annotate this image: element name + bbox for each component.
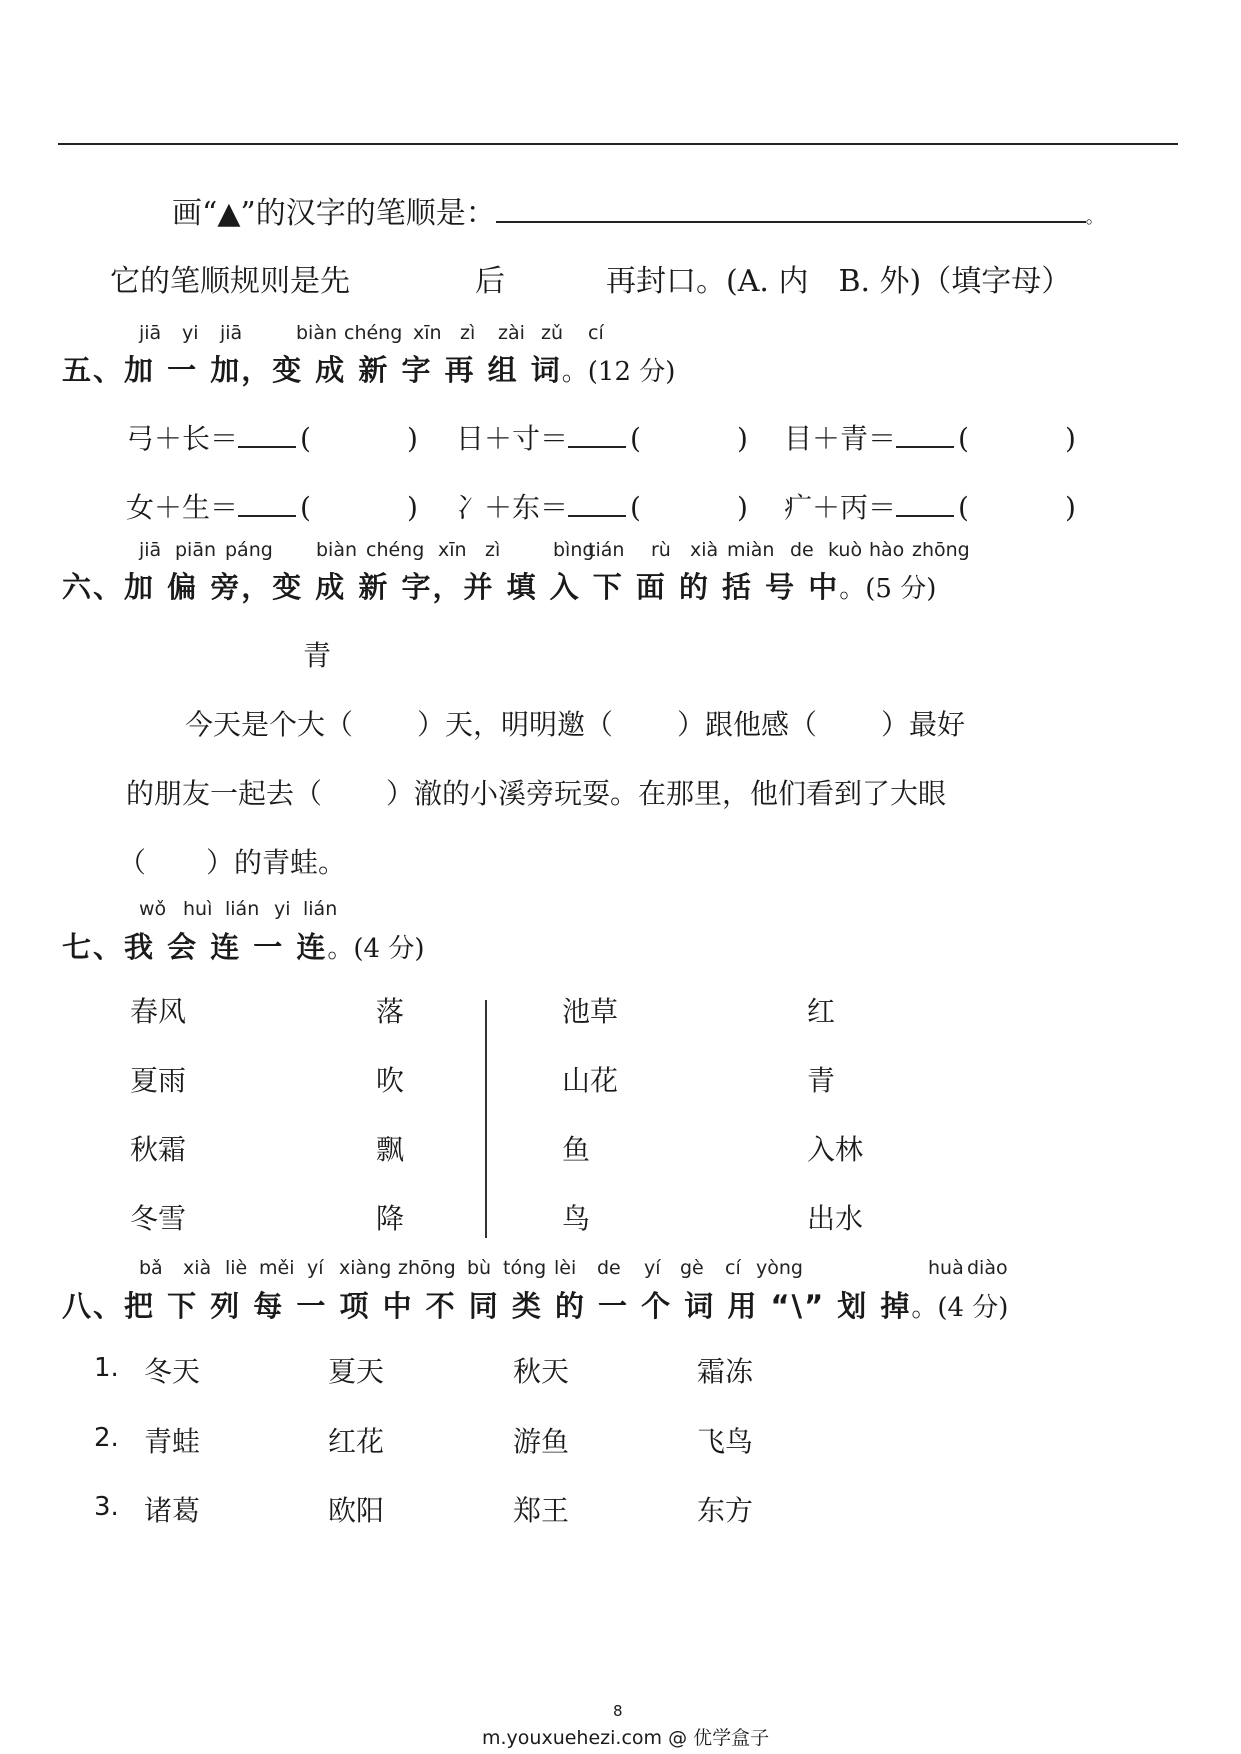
section5-item-1: 弓＋长＝ ( ) (126, 422, 418, 455)
row-2-number: 2. (94, 1423, 119, 1453)
match-left-b-0[interactable]: 落 (376, 995, 405, 1028)
answer-blank[interactable] (238, 515, 296, 517)
stroke-order-rule-suffix: 再封口。(A. 内 B. 外)（填字母） (606, 264, 1072, 299)
row-3-word-3[interactable]: 郑王 (513, 1494, 570, 1527)
section6-pinyin: jiā piān páng biàn chéng xīn zì bìng tián rù xià miàn de kuò hào zhōng (139, 539, 970, 561)
section5-item-4: 女＋生＝ ( ) (126, 491, 418, 524)
row-1-word-3[interactable]: 秋天 (513, 1355, 570, 1388)
match-right-b-3[interactable]: 出水 (807, 1202, 864, 1235)
match-left-a-0[interactable]: 春风 (130, 995, 187, 1028)
row-2-word-1[interactable]: 青蛙 (144, 1425, 201, 1458)
row-1-word-1[interactable]: 冬天 (144, 1355, 201, 1388)
matching-divider (485, 1000, 487, 1238)
section7-pinyin: wǒ huì lián yi lián (139, 898, 338, 920)
answer-blank[interactable] (568, 446, 626, 448)
section6-line-3: （ ）的青蛙。 (118, 846, 347, 879)
answer-blank[interactable] (896, 515, 954, 517)
section6-line-2: 的朋友一起去（ ）澈的小溪旁玩耍。在那里，他们看到了大眼 (126, 777, 947, 810)
section8-pinyin: bǎ xià liè měi yí xiàng zhōng bù tóng lèi de yí gè cí yòng huà diào (139, 1257, 1008, 1279)
row-1-number: 1. (94, 1353, 119, 1383)
stroke-order-blank[interactable] (496, 221, 1086, 223)
match-left-a-2[interactable]: 秋霜 (130, 1133, 187, 1166)
section6-title: 六、加 偏 旁，变 成 新 字，并 填 入 下 面 的 括 号 中。(5 分) (62, 570, 937, 604)
section5-pinyin: jiā yi jiā biàn chéng xīn zì zài zǔ cí (139, 322, 604, 344)
section7-title: 七、我 会 连 一 连。(4 分) (62, 930, 425, 964)
answer-blank[interactable] (568, 515, 626, 517)
match-left-b-2[interactable]: 飘 (376, 1133, 405, 1166)
row-3-number: 3. (94, 1492, 119, 1522)
row-1-word-4[interactable]: 霜冻 (697, 1355, 754, 1388)
row-3-word-1[interactable]: 诸葛 (144, 1494, 201, 1527)
page-number: 8 (613, 1702, 623, 1720)
section8-title: 八、把 下 列 每 一 项 中 不 同 类 的 一 个 词 用 “\” 划 掉。(4 分) (62, 1289, 1009, 1323)
row-2-word-2[interactable]: 红花 (328, 1425, 385, 1458)
footer-site[interactable]: m.youxuehezi.com @ 优学盒子 (482, 1727, 770, 1749)
top-rule (58, 143, 1178, 145)
match-left-b-1[interactable]: 吹 (376, 1064, 405, 1097)
section6-base-char: 青 (303, 639, 332, 672)
row-3-word-4[interactable]: 东方 (697, 1494, 754, 1527)
section5-item-6: 疒＋丙＝ ( ) (784, 491, 1076, 524)
match-left-b-3[interactable]: 降 (376, 1202, 405, 1235)
section5-item-5: 冫＋东＝ ( ) (456, 491, 748, 524)
row-1-word-2[interactable]: 夏天 (328, 1355, 385, 1388)
match-left-a-1[interactable]: 夏雨 (130, 1064, 187, 1097)
stroke-order-rule: 它的笔顺规则是先 (110, 264, 350, 299)
match-right-b-1[interactable]: 青 (807, 1064, 836, 1097)
match-right-a-1[interactable]: 山花 (562, 1064, 619, 1097)
answer-blank[interactable] (238, 446, 296, 448)
section5-item-2: 日＋寸＝ ( ) (456, 422, 748, 455)
match-left-a-3[interactable]: 冬雪 (130, 1202, 187, 1235)
section5-title: 五、加 一 加，变 成 新 字 再 组 词。(12 分) (62, 353, 676, 387)
answer-blank[interactable] (896, 446, 954, 448)
match-right-a-0[interactable]: 池草 (562, 995, 619, 1028)
stroke-order-prompt: 画“▲”的汉字的笔顺是： 。 (172, 196, 1104, 231)
match-right-a-3[interactable]: 鸟 (562, 1202, 591, 1235)
match-right-a-2[interactable]: 鱼 (562, 1133, 591, 1166)
section5-item-3: 目＋青＝ ( ) (784, 422, 1076, 455)
match-right-b-0[interactable]: 红 (807, 995, 836, 1028)
stroke-order-rule-mid: 后 (475, 264, 505, 299)
row-2-word-4[interactable]: 飞鸟 (697, 1425, 754, 1458)
row-3-word-2[interactable]: 欧阳 (328, 1494, 385, 1527)
section6-line-1: 今天是个大（ ）天，明明邀（ ）跟他感（ ）最好 (185, 708, 966, 741)
match-right-b-2[interactable]: 入林 (807, 1133, 864, 1166)
row-2-word-3[interactable]: 游鱼 (513, 1425, 570, 1458)
